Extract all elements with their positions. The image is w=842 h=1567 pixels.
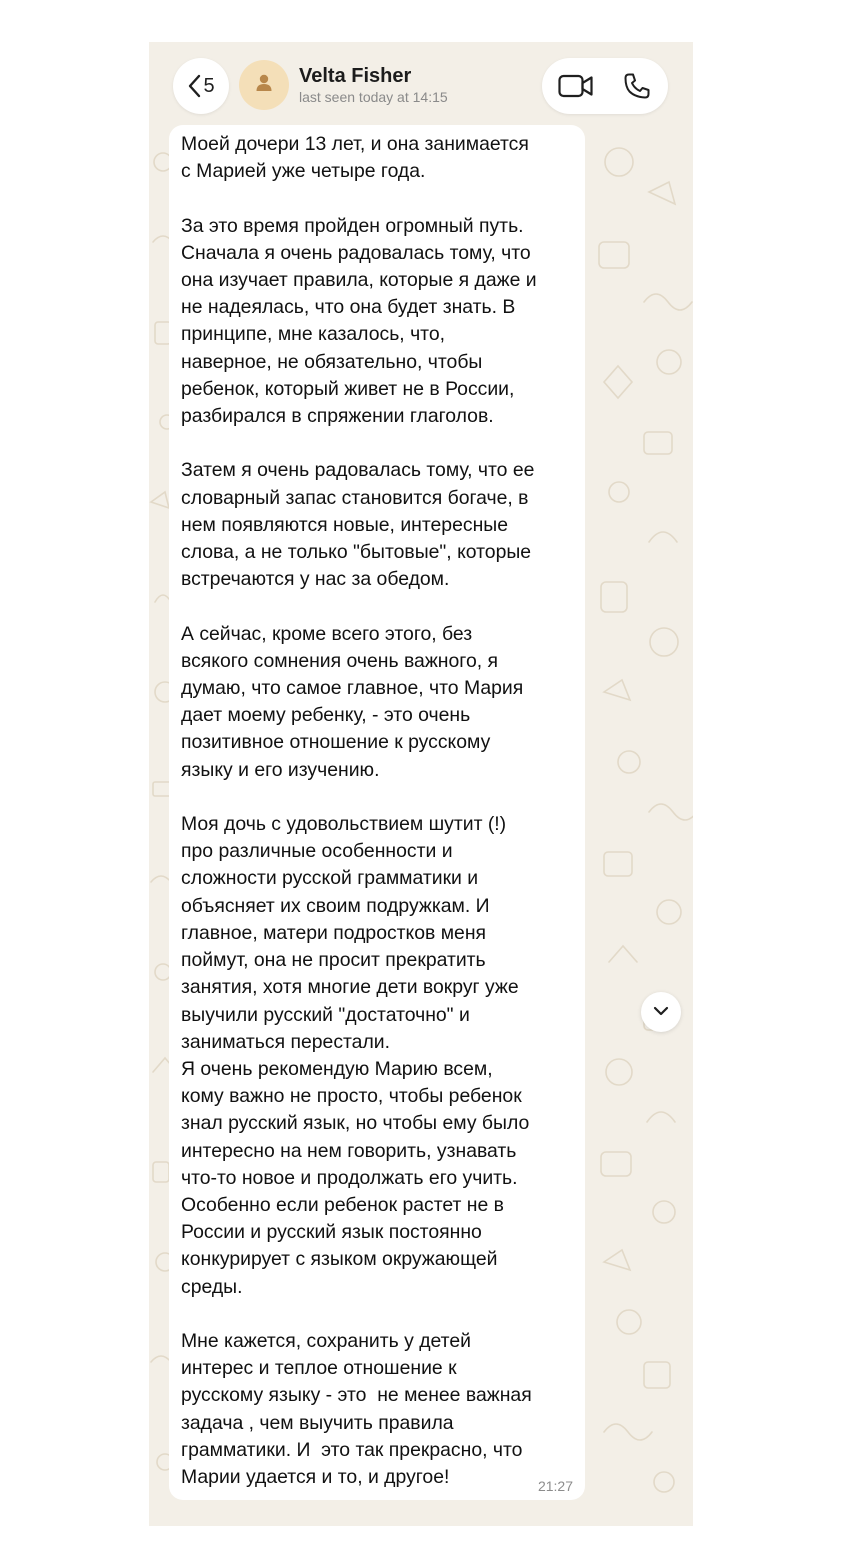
message-bubble[interactable]	[169, 125, 585, 1500]
chevron-down-icon	[653, 1003, 669, 1021]
avatar[interactable]	[239, 60, 289, 110]
person-icon	[253, 72, 275, 99]
unread-count: 5	[203, 74, 215, 97]
chat-header	[149, 42, 693, 130]
scroll-to-bottom-button[interactable]	[641, 992, 681, 1032]
back-button[interactable]	[173, 58, 229, 114]
chat-screen	[149, 42, 693, 1526]
chevron-left-icon	[187, 74, 201, 98]
phone-icon[interactable]	[622, 71, 652, 101]
video-camera-icon[interactable]	[558, 72, 594, 100]
contact-name[interactable]: Velta Fisher	[299, 65, 412, 87]
last-seen-status: last seen today at 14:15	[299, 89, 448, 105]
call-actions	[542, 58, 668, 114]
message-time: 21:27	[537, 1478, 573, 1494]
message-text: Моей дочери 13 лет, и она занимается с Марией уже четыре года. За это время пройден огромный путь. Сначала я очень радовалась тому, что она изучает правила, которые я даже и не надеялась, что она будет знать. В принципе, мне казалось, что, наверное, не обязательно, чтобы ребенок, который живет не в России, разбирался в спряжении глаголов. Затем я очень радовалась тому, что ее словарный запас становится богаче, в нем появляются новые, интересные слова, а не только "бытовые", которые встречаются у нас за обедом. А сейчас, кроме всего этого, без всякого сомнения очень важного, я думаю, что самое главное, что Мария дает моему ребенку, - это очень позитивное отношение к русскому языку и его изучению. Моя дочь с удовольствием шутит (!) про различные особенности и сложности русской грамматики и объясняет их своим подружкам. И главное, матери подростков меня поймут, она не просит прекратить занятия, хотя многие дети вокруг уже выучили русский "достаточно" и заниматься перестали. Я очень рекомендую Марию всем, кому важно не просто, чтобы ребенок знал русский язык, но чтобы ему было интересно на нем говорить, узнавать что-то новое и продолжать его учить. Особенно если ребенок растет не в России и русский язык постоянно конкурирует с языком окружающей среды. Мне кажется, сохранить у детей интерес и теплое отношение к русскому языку - это не менее важная задача , чем выучить правила грамматики. И это так прекрасно, что Марии удается и то, и другое!	[181, 133, 537, 1488]
